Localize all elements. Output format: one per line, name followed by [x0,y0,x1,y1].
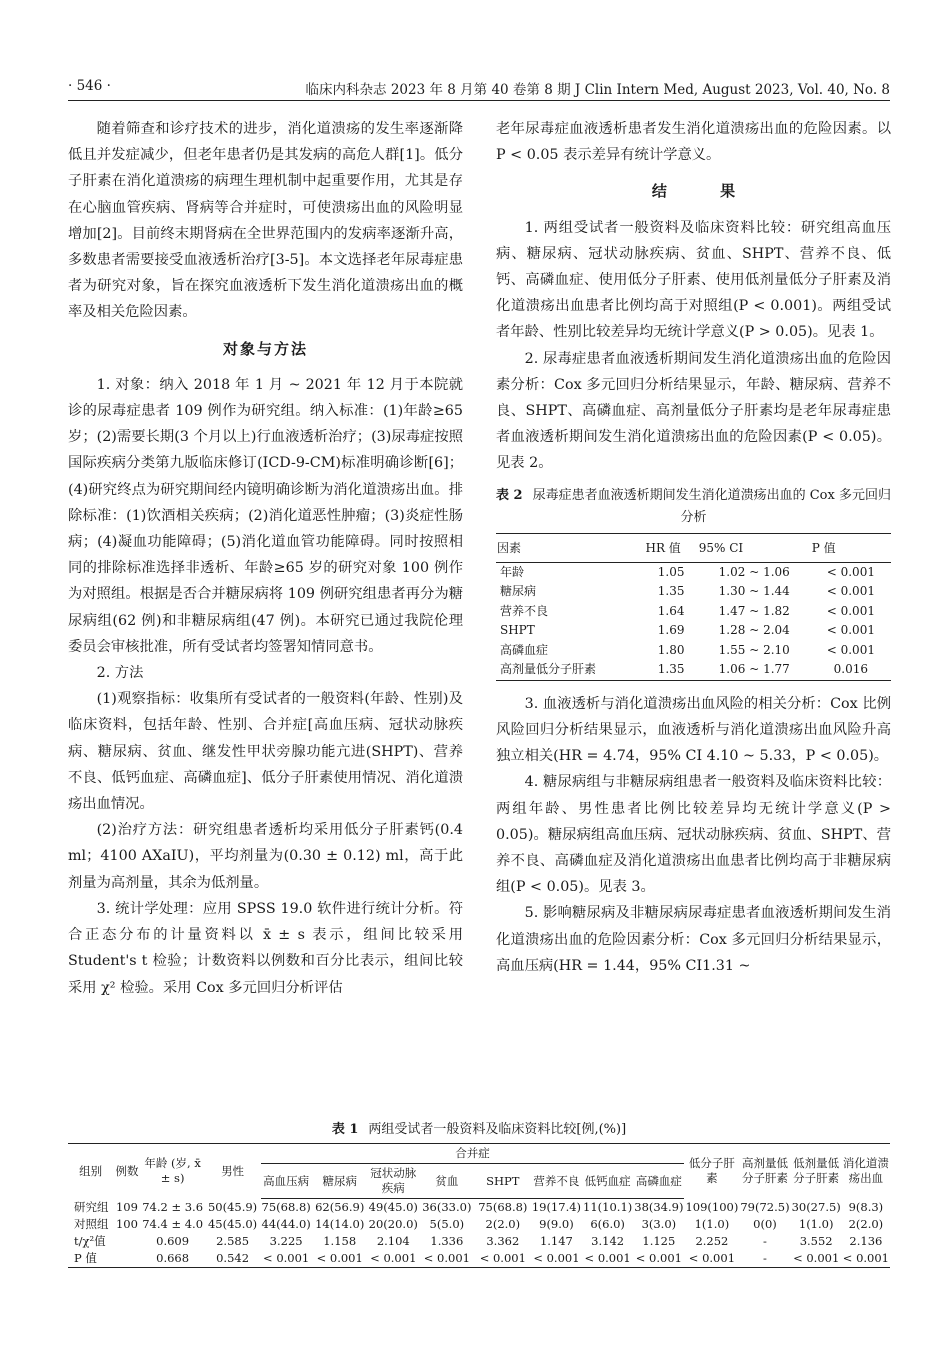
col-diabetes: 糖尿病 [312,1164,368,1199]
section-heading-methods: 对象与方法 [222,339,308,358]
col-hypertension: 高血压病 [261,1164,312,1199]
page-number: · 546 · [68,78,111,94]
cell: < 0.001 [584,1251,631,1265]
cell: < 0.001 [826,603,875,618]
treatment-paragraph: (2)治疗方法：研究组患者透析均采用低分子肝素钙(0.4 ml；4100 AXaIU)，平均剂量为(0.30 ± 0.12) ml，高于此剂量为高剂量，其余为低剂量。 [68,822,463,891]
cell: 2.585 [216,1234,250,1248]
cell: < 0.001 [826,584,875,599]
cell: 对照组 [74,1217,109,1231]
table-row [496,602,891,622]
cell: 3.225 [269,1234,303,1248]
table2-header-row [496,533,891,562]
cell: 1.47 ~ 1.82 [718,603,790,618]
col-male: 男性 [221,1163,245,1178]
cell: 30(27.5) [791,1199,841,1214]
cell: < 0.001 [635,1251,682,1265]
col-shpt: SHPT [475,1164,531,1199]
table1-label: 表 1 [331,1122,359,1137]
cell: 36(33.0) [422,1200,472,1214]
table-row [68,1216,890,1233]
cell: 9(9.0) [539,1217,574,1231]
cell: 1.158 [323,1234,357,1248]
col-age: 年龄 (岁, x̄ ± s) [144,1156,201,1186]
cell: 研究组 [74,1199,109,1214]
cell: - [763,1251,767,1265]
table-row [496,582,891,602]
intro-paragraph: 随着筛查和诊疗技术的进步，消化道溃疡的发生率逐渐降低且并发症减少，但老年患者仍是其发病的高危人群[1]。低分子肝素在消化道溃疡的病理生理机制中起重要作用，尤其是存在心脑血管疾病、肾病等合并症时，可使溃疡出血的风险明显增加[2]。目前终末期肾病在全世界范围内的发病率逐渐升高，多数患者需要接受血液透析治疗[3-5]。本文选择老年尿毒症患者为研究对象，旨在探究血液透析下发生消化道溃疡出血的概率及相关危险因素。 [68,121,463,321]
col-cad: 冠状动脉疾病 [368,1164,419,1199]
cell: 1.64 [657,603,685,618]
col-low-dose: 低剂量低分子肝素 [793,1156,840,1186]
cell: 1(1.0) [798,1217,834,1231]
cell: 1.28 ~ 2.04 [718,623,790,638]
table1-caption [68,1118,890,1137]
cell: t/χ²值 [74,1234,106,1248]
cell: 2.104 [376,1234,410,1248]
cell: 糖尿病 [500,584,537,599]
running-header [68,78,890,101]
cell: 2.136 [849,1234,883,1248]
observation-paragraph: (1)观察指标：收集所有受试者的一般资料(年龄、性别)及临床资料，包括年龄、性别、合并症[高血压病、冠状动脉疾病、糖尿病、贫血、继发性甲状旁腺功能亢进(SHPT)、营养不良、低钙血症、高磷血症]、低分子肝素使用情况、消化道溃疡出血情况。 [68,691,463,813]
cell: 19(17.4) [531,1200,582,1214]
col-high-dose: 高剂量低分子肝素 [741,1156,788,1186]
cell: 3.362 [486,1234,520,1248]
col-group: 组别 [79,1163,103,1178]
cell: 45(45.0) [207,1217,258,1231]
cell: 0.016 [833,662,869,677]
table2-caption [496,485,891,529]
cell: 20(20.0) [368,1217,418,1231]
cell: < 0.001 [842,1251,889,1265]
table1-title: 两组受试者一般资料及临床资料比较[例,(%)] [368,1122,627,1137]
results-paragraph-4: 4. 糖尿病组与非糖尿病组患者一般资料及临床资料比较：两组年龄、男性患者比例比较差异均无统计学意义(P > 0.05)。糖尿病组高血压病、冠状动脉疾病、贫血、SHPT、营养不良、高磷血症及消化道溃疡出血患者比例均高于非糖尿病组(P < 0.05)。见表 3。 [496,774,891,896]
cell: 74.2 ± 3.6 [142,1199,204,1214]
cell: < 0.001 [826,642,875,657]
cell: 2.252 [695,1234,729,1248]
cell: 3.552 [799,1234,833,1248]
cell: 49(45.0) [368,1200,418,1214]
cell: < 0.001 [533,1251,580,1265]
cell: 1.35 [657,662,685,677]
left-column [68,116,463,1001]
cell: 79(72.5) [740,1199,790,1214]
cell: 3.142 [591,1234,625,1248]
cell: 2(2.0) [485,1217,521,1231]
cell: SHPT [500,623,535,638]
cell: 100 [115,1217,138,1231]
cell: < 0.001 [479,1251,526,1265]
cell: 38(34.9) [634,1200,684,1214]
cell: 营养不良 [500,603,549,618]
cell: 0(0) [753,1217,777,1231]
cell: P 值 [74,1251,97,1265]
col-malnutrition: 营养不良 [531,1164,582,1199]
cell: 0.668 [156,1251,190,1265]
table2-title: 尿毒症患者血液透析期间发生消化道溃疡出血的 Cox 多元回归分析 [532,487,891,525]
cell: 5(5.0) [429,1217,465,1231]
results-paragraph-2: 2. 尿毒症患者血液透析期间发生消化道溃疡出血的危险因素分析：Cox 多元回归分析结果显示，年龄、糖尿病、营养不良、SHPT、高磷血症、高剂量低分子肝素均是老年尿毒症患者血液透析期间发生消化道溃疡出血的危险因素(P < 0.05)。见表 2。 [496,350,891,472]
cell: 1.02 ~ 1.06 [718,564,790,579]
table2 [496,533,891,681]
table2-col-ci: 95% CI [698,533,811,562]
results-paragraph-5: 5. 影响糖尿病及非糖尿病尿毒症患者血液透析期间发生消化道溃疡出血的危险因素分析：Cox 多元回归分析结果显示，高血压病(HR = 1.44，95% CI1.31 ~ [496,905,891,974]
cell [113,1250,140,1268]
table-row [68,1199,890,1217]
table-row [496,641,891,661]
cell: 1.35 [657,584,685,599]
col-bleeding: 消化道溃疡出血 [842,1156,889,1186]
statistics-continued: 老年尿毒症血液透析患者发生消化道溃疡出血的危险因素。以 P < 0.05 表示差异有统计学意义。 [496,121,891,164]
cell: 11(10.1) [583,1200,633,1214]
cell: 2(2.0) [848,1217,884,1231]
cell: 50(45.9) [207,1199,258,1214]
cell: < 0.001 [263,1251,310,1265]
statistics-paragraph: 3. 统计学处理：应用 SPSS 19.0 软件进行统计分析。符合正态分布的计量资料以 x̄ ± s 表示，组间比较采用 Student's t 检验；计数资料以例数和百分比表示，组间比较采用 χ² 检验。采用 Cox 多元回归分析评估 [68,900,463,996]
cell: 1.55 ~ 2.10 [718,642,790,657]
table2-label: 表 2 [496,487,523,503]
methods-subheading: 2. 方法 [96,665,144,682]
cell: < 0.001 [826,564,875,579]
table-row [68,1233,890,1250]
table2-col-factor: 因素 [496,533,644,562]
cell: 3(3.0) [641,1217,677,1231]
cell: 109 [115,1199,138,1214]
cell: 9(8.3) [848,1199,884,1214]
cell: 高剂量低分子肝素 [500,662,597,677]
table1 [68,1143,890,1268]
cell: 1(1.0) [694,1217,730,1231]
table1-block [68,1118,890,1268]
cell: 1.80 [657,642,685,657]
section-heading-results: 结 果 [651,182,760,201]
cell: < 0.001 [793,1251,840,1265]
cell: 74.4 ± 4.0 [142,1217,204,1231]
table2-col-p: P 值 [811,533,891,562]
col-hyperphosphatemia: 高磷血症 [633,1164,684,1199]
cell: 1.69 [657,623,685,638]
table-row [496,621,891,641]
cell: 109(100) [685,1199,739,1214]
col-lmwh: 低分子肝素 [688,1156,735,1186]
cell: 0.609 [156,1234,190,1248]
cell: < 0.001 [423,1251,470,1265]
cell: 1.30 ~ 1.44 [718,584,790,599]
cell: 44(44.0) [261,1217,311,1231]
journal-citation: 临床内科杂志 2023 年 8 月第 40 卷第 8 期 J Clin Intern Med, August 2023, Vol. 40, No. 8 [305,82,890,98]
table-row [496,562,891,582]
cell: 1.147 [539,1234,573,1248]
results-paragraph-3: 3. 血液透析与消化道溃疡出血风险的相关分析：Cox 比例风险回归分析结果显示，血液透析与消化道溃疡出血风险升高独立相关(HR = 4.74，95% CI 4.10 ~ 5.33，P < 0.05)。 [496,695,891,765]
col-hypocalcemia: 低钙血症 [582,1164,633,1199]
cell: 75(68.8) [261,1200,311,1214]
table-row [496,660,891,680]
right-column [496,116,891,979]
cell: 年龄 [500,564,525,579]
cell: 0.542 [216,1251,250,1265]
cell: 75(68.8) [478,1200,528,1214]
cell: 高磷血症 [500,642,549,657]
table1-header-row-1 [68,1144,890,1164]
cell: 6(6.0) [590,1217,625,1231]
cell: < 0.001 [316,1251,363,1265]
cell: < 0.001 [688,1251,736,1265]
results-paragraph-1: 1. 两组受试者一般资料及临床资料比较：研究组高血压病、糖尿病、冠状动脉疾病、贫血、SHPT、营养不良、低钙、高磷血症、使用低分子肝素、使用低剂量低分子肝素及消化道溃疡出血患者比例均高于对照组(P < 0.001)。两组受试者年龄、性别比较差异均无统计学意义(P > 0.05)。见表 1。 [496,219,891,341]
table-row [68,1250,890,1268]
cell: - [763,1234,767,1248]
cell: 1.06 ~ 1.77 [718,662,790,677]
cell: 1.125 [642,1234,676,1248]
col-anemia: 贫血 [419,1164,475,1199]
cell: 1.05 [657,564,685,579]
cell: 62(56.9) [315,1200,365,1214]
cell: < 0.001 [370,1251,417,1265]
cell [113,1233,140,1250]
col-comorbidity-group: 合并症 [261,1144,685,1164]
col-n: 例数 [115,1163,139,1178]
cell: < 0.001 [826,623,875,638]
cell: 14(14.0) [315,1217,365,1231]
table2-col-hr: HR 值 [644,533,697,562]
subjects-paragraph: 1. 对象：纳入 2018 年 1 月 ~ 2021 年 12 月于本院就诊的尿毒症患者 109 例作为研究组。纳入标准：(1)年龄≥65 岁；(2)需要长期(3 个月以上)行血液透析治疗；(3)尿毒症按照国际疾病分类第九版临床修订(ICD-9-CM)标准明确诊断[6]；(4)研究终点为研究期间经内镜明确诊断为消化道溃疡出血。排除标准：(1)饮酒相关疾病；(2)消化道恶性肿瘤；(3)炎症性肠病；(4)凝血功能障碍；(5)消化道血管功能障碍。同时按照相同的排除标准选择非透析、年龄≥65 岁的研究对象 100 例作为对照组。根据是否合并糖尿病将 109 例研究组患者再分为糖尿病组(62 例)和非糖尿病组(47 例)。本研究已通过我院伦理委员会审核批准，所有受试者均签署知情同意书。 [68,376,464,655]
cell: 1.336 [430,1234,464,1248]
